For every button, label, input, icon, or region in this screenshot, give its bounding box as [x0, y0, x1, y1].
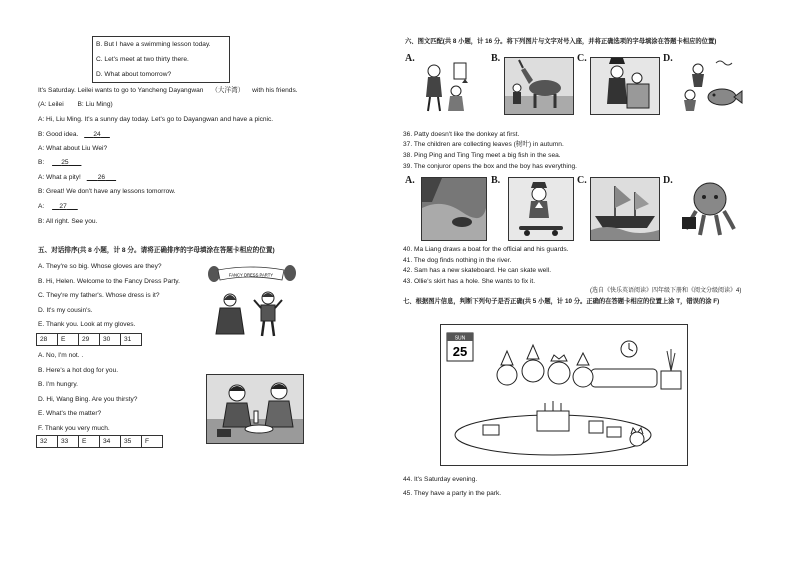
blank-27: 27 — [59, 203, 67, 210]
dialogue-line — [38, 131, 110, 139]
s5-line: E. Thank you. Look at my gloves. — [38, 321, 136, 328]
answer-table-1 — [36, 333, 142, 346]
letter-c: C. — [577, 53, 587, 64]
picture-d-octopus — [676, 177, 742, 239]
s7-item: 45. They have a party in the park. — [403, 490, 502, 497]
blank-25: 25 — [61, 159, 69, 166]
s5-line: B. I'm hungry. — [38, 381, 78, 388]
letter-d: D. — [663, 175, 673, 186]
s5-line: B. Here's a hot dog for you. — [38, 367, 119, 374]
picture-d-fish — [676, 57, 744, 113]
s5-line: D. Hi, Wang Bing. Are you thirsty? — [38, 396, 138, 403]
option-c: C. Let's meet at two thirty there. — [96, 56, 189, 63]
calendar-date: 25 — [452, 344, 468, 359]
picture-b-skateboard — [508, 177, 574, 241]
role-a: (A: Leilei — [38, 101, 64, 108]
dialogue-line — [38, 174, 116, 182]
answer-cell: 31 — [121, 334, 142, 346]
picture-b-donkey — [504, 57, 574, 115]
role-b: B: Liu Ming) — [77, 101, 113, 108]
answer-cell: E — [58, 334, 79, 346]
picnic-picture — [206, 374, 304, 444]
section-6-title: 六、图文匹配(共 8 小题，计 16 分。将下列图片与文字对号入座，并将正确选项的字母填涂在答题卡相应的位置) — [405, 38, 717, 45]
s6-item: 41. The dog finds nothing in the river. — [403, 257, 512, 264]
dialogue-line — [38, 159, 81, 167]
picture-a-river-dog — [421, 177, 487, 241]
letter-d: D. — [663, 53, 673, 64]
letter-b: B. — [491, 53, 501, 64]
dialogue-text: A: — [38, 203, 45, 210]
answer-cell: 35 — [121, 436, 142, 448]
picture-a-leaves — [418, 57, 474, 113]
dialogue-text: B: Good idea. — [38, 131, 79, 138]
s7-item: 44. It's Saturday evening. — [403, 476, 478, 483]
s6-item: 42. Sam has a new skateboard. He can skate well. — [403, 267, 552, 274]
section-7-title: 七、根据图片信息，判断下列句子是否正确(共 5 小题，计 10 分。正确的在答题卡相应的位置上涂 T，错误的涂 F) — [403, 298, 720, 305]
s6-item: 40. Ma Liang draws a boat for the official and his guards. — [403, 246, 569, 253]
answer-cell: E — [79, 436, 100, 448]
s5-line: B. Hi, Helen. Welcome to the Fancy Dress Party. — [38, 278, 180, 285]
intro-text: It's Saturday. Leilei wants to go to Yancheng Dayangwan — [38, 87, 204, 94]
s6-item: 38. Ping Ping and Ting Ting meet a big fish in the sea. — [403, 152, 561, 159]
letter-b: B. — [491, 175, 501, 186]
dialogue-line — [38, 203, 78, 211]
s6-item: 43. Ollie's skirt has a hole. She wants to fix it. — [403, 278, 536, 285]
dialogue-line: B: Great! We don't have any lessons tomorrow. — [38, 188, 176, 195]
answer-table-2 — [36, 435, 163, 448]
answer-cell: 34 — [100, 436, 121, 448]
answer-cell: 29 — [79, 334, 100, 346]
option-b: B. But I have a swimming lesson today. — [96, 41, 211, 48]
s5-line: F. Thank you very much. — [38, 425, 110, 432]
svg-text:FANCY DRESS PARTY: FANCY DRESS PARTY — [228, 272, 274, 278]
letter-a: A. — [405, 53, 415, 64]
picture-c-boat — [590, 177, 660, 241]
dialogue-line: A: What about Liu Wei? — [38, 145, 108, 152]
picture-c-conjuror — [590, 57, 660, 115]
answer-cell: F — [142, 436, 163, 448]
dialogue-line: A: Hi, Liu Ming. It's a sunny day today. Let's go to Dayangwan and have a picnic. — [38, 116, 274, 123]
s5-line: A. They're so big. Whose gloves are they? — [38, 263, 162, 270]
dialogue-line: B: All right. See you. — [38, 218, 98, 225]
roles-line — [38, 101, 113, 109]
intro-end: with his friends. — [252, 87, 298, 94]
source-note: (选自《快乐英语阅读》四年级下册和《阅文分级阅读》4) — [590, 288, 742, 294]
fancy-dress-party-picture — [204, 264, 296, 341]
s6-item: 37. The children are collecting leaves (树叶) in autumn. — [403, 141, 564, 148]
answer-cell: 30 — [100, 334, 121, 346]
s5-line: C. They're my father's. Whose dress is it? — [38, 292, 160, 299]
answer-cell: 32 — [37, 436, 58, 448]
birthday-party-picture — [440, 324, 688, 466]
letter-c: C. — [577, 175, 587, 186]
dialogue-text: A: What a pity! — [38, 174, 81, 181]
s5-line: A. No, I'm not. . — [38, 352, 84, 359]
letter-a: A. — [405, 175, 415, 186]
s6-item: 36. Patty doesn't like the donkey at first. — [403, 131, 520, 138]
section-5-title: 五、对话排序(共 8 小题，计 8 分。请将正确排序的字母填涂在答题卡相应的位置) — [38, 247, 275, 254]
intro-cn: （大洋湾） — [211, 87, 245, 94]
calendar-day: SUN — [454, 335, 466, 342]
s6-item: 39. The conjuror opens the box and the boy has everything. — [403, 163, 577, 170]
blank-24: 24 — [93, 131, 101, 138]
s5-line: E. What's the matter? — [38, 410, 102, 417]
blank-26: 26 — [97, 174, 106, 181]
answer-cell: 28 — [37, 334, 58, 346]
answer-cell: 33 — [58, 436, 79, 448]
s5-line: D. It's my cousin's. — [38, 307, 93, 314]
dialogue-intro — [38, 87, 298, 95]
option-d: D. What about tomorrow? — [96, 71, 172, 78]
dialogue-text: B: — [38, 159, 45, 166]
